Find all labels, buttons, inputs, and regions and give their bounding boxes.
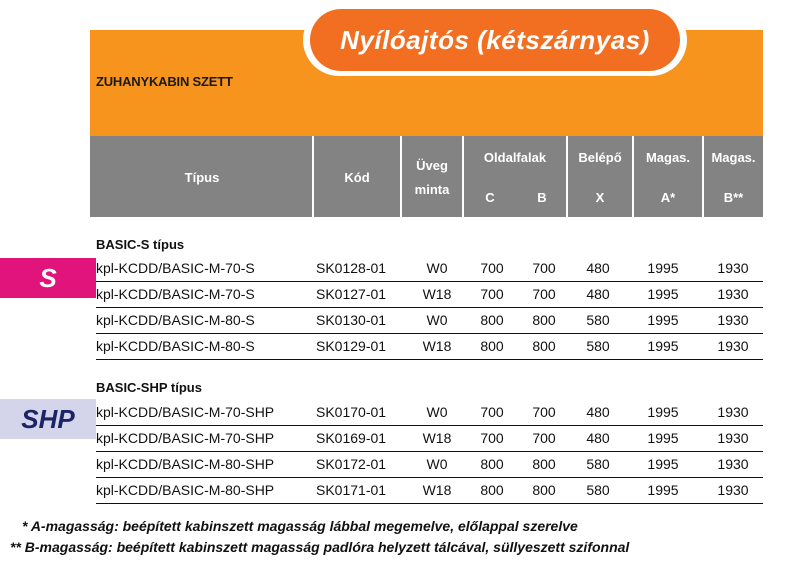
cell-type: kpl-KCDD/BASIC-M-80-S [96, 338, 255, 354]
cell-type: kpl-KCDD/BASIC-M-70-SHP [96, 404, 275, 420]
cell-bb: 1930 [717, 312, 749, 328]
cell-c: 800 [480, 456, 504, 472]
header-entry-x: X [595, 190, 605, 205]
cell-b: 800 [532, 338, 556, 354]
footnote-a: * A-magasság: beépített kabinszett magasság lábbal megemelve, előlappal szerelve [22, 518, 578, 534]
cell-a: 1995 [647, 260, 679, 276]
table-row [96, 426, 763, 452]
header-entry: Belépő [578, 150, 622, 165]
cell-c: 800 [480, 482, 504, 498]
cell-x: 480 [586, 260, 610, 276]
header-height-b-sub: B** [723, 190, 744, 205]
cell-c: 700 [480, 430, 504, 446]
cell-x: 580 [586, 482, 610, 498]
cell-c: 800 [480, 338, 504, 354]
cell-x: 480 [586, 404, 610, 420]
cell-glass: W0 [426, 404, 448, 420]
cell-b: 700 [532, 404, 556, 420]
table-row [96, 452, 763, 478]
header-type: Típus [184, 170, 220, 185]
cell-glass: W18 [422, 338, 452, 354]
cell-type: kpl-KCDD/BASIC-M-80-SHP [96, 456, 275, 472]
badge-s-label: S [39, 262, 57, 293]
table-row [96, 308, 763, 334]
cell-a: 1995 [647, 312, 679, 328]
cell-code: SK0169-01 [316, 430, 387, 446]
cell-x: 480 [586, 286, 610, 302]
section-title-basic-s: BASIC-S típus [96, 237, 185, 252]
badge-shp [0, 399, 96, 439]
cell-b: 800 [532, 312, 556, 328]
badge-s [0, 258, 96, 298]
cell-a: 1995 [647, 482, 679, 498]
header-glass-2: minta [414, 182, 450, 197]
cell-b: 800 [532, 482, 556, 498]
header-divider [462, 136, 464, 217]
cell-bb: 1930 [717, 404, 749, 420]
cell-x: 480 [586, 430, 610, 446]
cell-glass: W18 [422, 482, 452, 498]
cell-glass: W0 [426, 260, 448, 276]
cell-c: 700 [480, 404, 504, 420]
badge-shp-label: SHP [21, 403, 75, 434]
cell-type: kpl-KCDD/BASIC-M-80-SHP [96, 482, 275, 498]
cell-code: SK0128-01 [316, 260, 387, 276]
table-row [96, 400, 763, 426]
page-title: Nyílóajtós (kétszárnyas) [340, 24, 650, 55]
table-row [96, 478, 763, 504]
cell-bb: 1930 [717, 430, 749, 446]
cell-type: kpl-KCDD/BASIC-M-80-S [96, 312, 255, 328]
header-sidewall-c: C [485, 190, 495, 205]
cell-c: 800 [480, 312, 504, 328]
cell-type: kpl-KCDD/BASIC-M-70-S [96, 286, 255, 302]
cell-code: SK0127-01 [316, 286, 387, 302]
header-divider [400, 136, 402, 217]
cell-x: 580 [586, 312, 610, 328]
cell-b: 700 [532, 260, 556, 276]
cell-bb: 1930 [717, 260, 749, 276]
header-glass-1: Üveg [416, 158, 448, 173]
title-pill [310, 9, 680, 71]
cell-a: 1995 [647, 456, 679, 472]
cell-type: kpl-KCDD/BASIC-M-70-SHP [96, 430, 275, 446]
cell-glass: W18 [422, 430, 452, 446]
cell-bb: 1930 [717, 338, 749, 354]
cell-code: SK0172-01 [316, 456, 387, 472]
cell-a: 1995 [647, 338, 679, 354]
cell-glass: W18 [422, 286, 452, 302]
cell-b: 700 [532, 430, 556, 446]
cell-a: 1995 [647, 430, 679, 446]
cell-x: 580 [586, 456, 610, 472]
cell-glass: W0 [426, 312, 448, 328]
cell-bb: 1930 [717, 456, 749, 472]
cell-code: SK0130-01 [316, 312, 387, 328]
header-height-a-sub: A* [660, 190, 676, 205]
cell-a: 1995 [647, 404, 679, 420]
cell-code: SK0170-01 [316, 404, 387, 420]
cell-type: kpl-KCDD/BASIC-M-70-S [96, 260, 255, 276]
cell-bb: 1930 [717, 286, 749, 302]
header-code: Kód [344, 170, 370, 185]
cell-bb: 1930 [717, 482, 749, 498]
header-height-a: Magas. [645, 150, 691, 165]
header-sidewalls: Oldalfalak [483, 150, 547, 165]
cell-b: 700 [532, 286, 556, 302]
cell-x: 580 [586, 338, 610, 354]
cell-c: 700 [480, 260, 504, 276]
table-row [96, 282, 763, 308]
cell-a: 1995 [647, 286, 679, 302]
cell-code: SK0171-01 [316, 482, 387, 498]
cell-code: SK0129-01 [316, 338, 387, 354]
footnote-b: ** B-magasság: beépített kabinszett magasság padlóra helyzett tálcával, süllyeszett szifonnal [10, 539, 630, 555]
table-row [96, 256, 763, 282]
cell-glass: W0 [426, 456, 448, 472]
banner-label: ZUHANYKABIN SZETT [96, 74, 233, 89]
header-height-b: Magas. [711, 150, 756, 165]
cell-c: 700 [480, 286, 504, 302]
cell-b: 800 [532, 456, 556, 472]
header-sidewall-b: B [537, 190, 547, 205]
section-title-basic-shp: BASIC-SHP típus [96, 380, 202, 395]
table-row [96, 334, 763, 360]
